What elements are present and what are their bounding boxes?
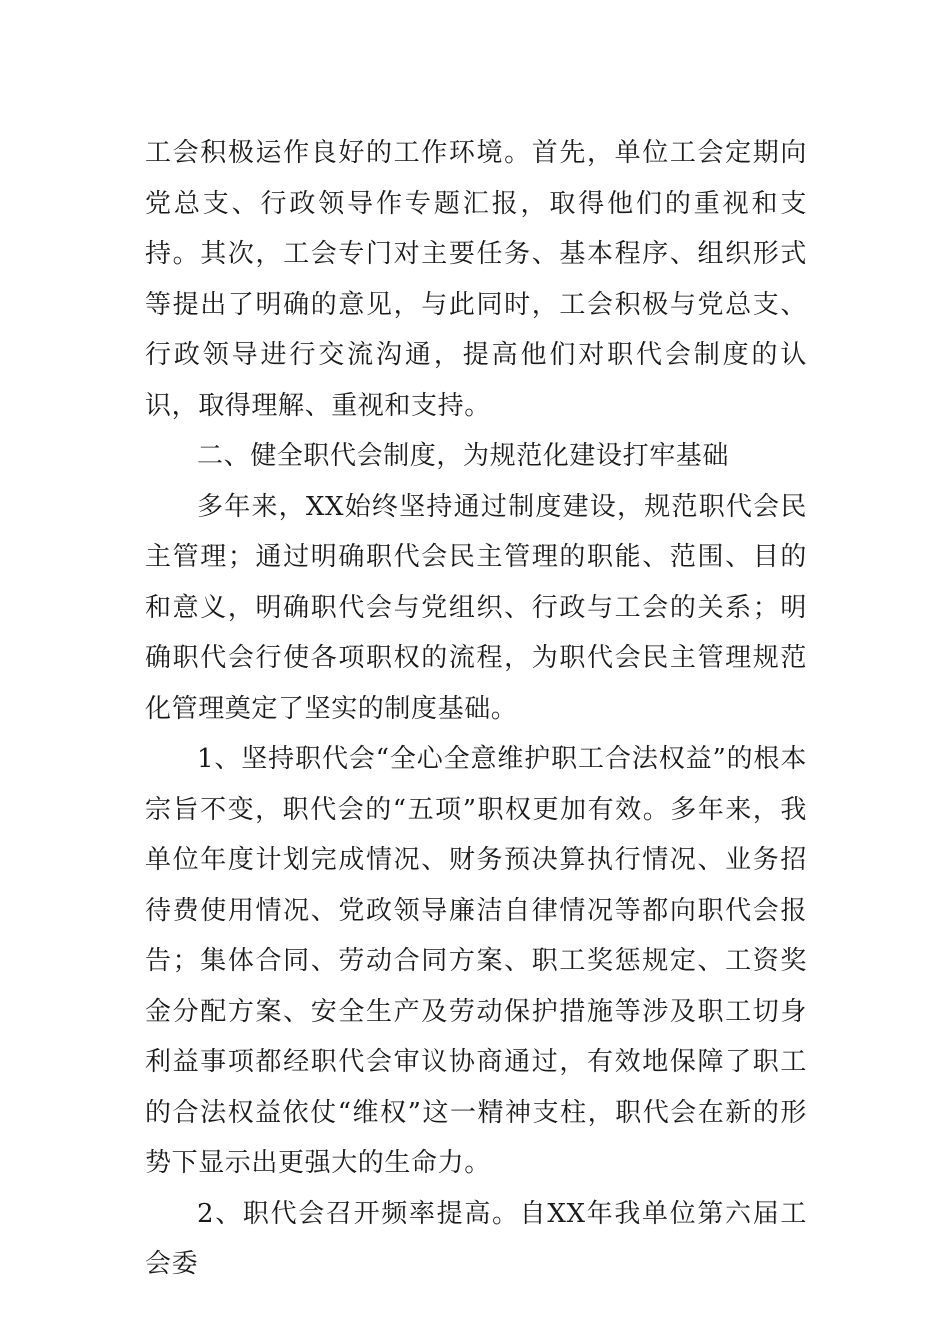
paragraph-intro: 多年来，XX始终坚持通过制度建设，规范职代会民主管理；通过明确职代会民主管理的职能、范围、目的和意义，明确职代会与党组织、行政与工会的关系；明确职代会行使各项职权的流程，为职代会民主管理规范化管理奠定了坚实的制度基础。 [145,491,807,724]
section-heading: 二、健全职代会制度，为规范化建设打牢基础 [197,441,730,471]
paragraph-point-2: 2、职代会召开频率提高。自XX年我单位第六届工会委 [145,1198,807,1279]
paragraph-continuation: 工会积极运作良好的工作环境。首先，单位工会定期向党总支、行政领导作专题汇报，取得他们的重视和支持。其次，工会专门对主要任务、基本程序、组织形式等提出了明确的意见，与此同时，工会积极与党总支、行政领导进行交流沟通，提高他们对职代会制度的认识，取得理解、重视和支持。 [145,138,807,421]
document-body [145,128,807,1290]
paragraph-point-1: 1、坚持职代会“全心全意维护职工合法权益”的根本宗旨不变，职代会的“五项”职权更加有效。多年来，我单位年度计划完成情况、财务预决算执行情况、业务招待费使用情况、党政领导廉洁自律情况等都向职代会报告；集体合同、劳动合同方案、职工奖惩规定、工资奖金分配方案、安全生产及劳动保护措施等涉及职工切身利益事项都经职代会审议协商通过，有效地保障了职工的合法权益依仗“维权”这一精神支柱，职代会在新的形势下显示出更强大的生命力。 [145,744,807,1178]
